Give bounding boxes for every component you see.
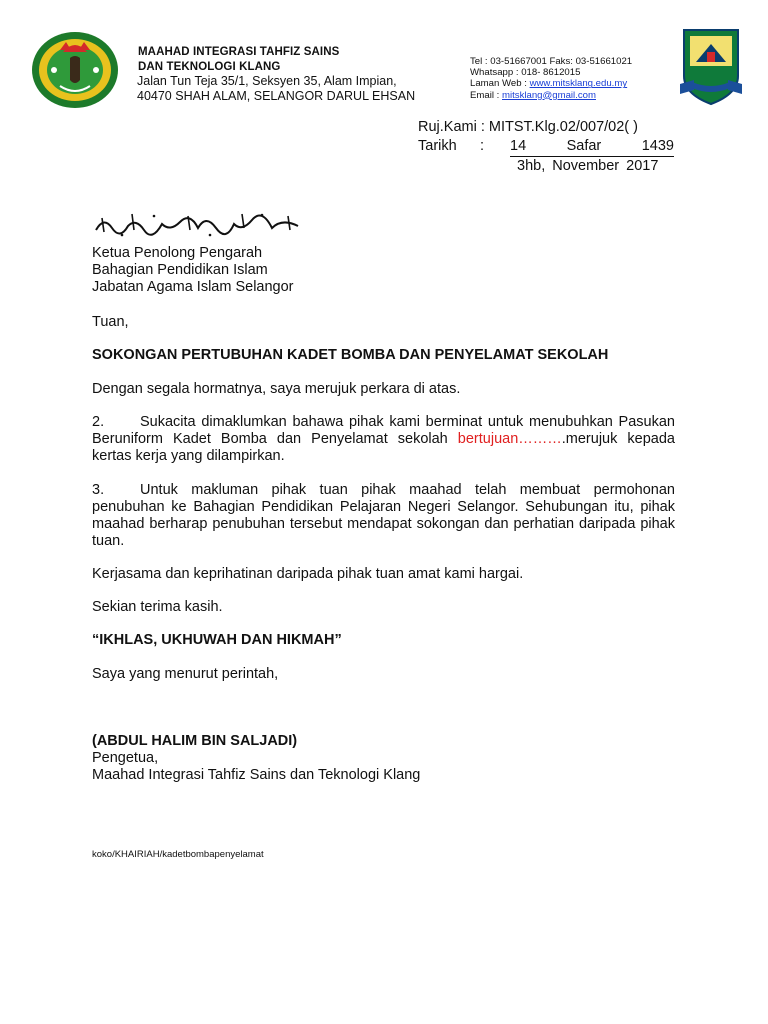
appreciation-line: Kerjasama dan keprihatinan daripada pihak tuan amat kami hargai. [92, 566, 524, 582]
email-label: Email : [470, 89, 502, 101]
hijri-month: Safar [566, 138, 602, 154]
para2-text-b: .merujuk kepada kertas kerja yang dilampirkan. [92, 431, 675, 464]
school-name [138, 45, 339, 75]
address-line1: Jalan Tun Teja 35/1, Seksyen 35, Alam Impian, [137, 74, 397, 88]
hijri-year: 1439 [641, 138, 674, 154]
closing-line: Saya yang menurut perintah, [92, 666, 279, 682]
contact-email [470, 90, 632, 101]
signature-block [92, 733, 675, 784]
motto: “IKHLAS, UKHUWAH DAN HIKMAH” [92, 632, 342, 648]
signatory-name: (ABDUL HALIM BIN SALJADI) [92, 733, 298, 749]
web-link[interactable]: www.mitsklang.edu.my [529, 78, 628, 90]
contact-tel: Tel : 03-51667001 Faks: 03-51661021 [470, 56, 633, 67]
recipient-block [92, 245, 675, 296]
recipient-line2: Bahagian Pendidikan Islam [92, 262, 268, 278]
arabic-salam-calligraphy [92, 210, 302, 238]
contact-whatsapp: Whatsapp : 018- 8612015 [470, 67, 581, 79]
signatory-organisation: Maahad Integrasi Tahfiz Sains dan Teknologi Klang [92, 767, 421, 783]
para2-text-a: Sukacita dimaklumkan bahawa pihak kami berminat untuk menubuhkan Pasukan Beruniform Kadet Bomba dan Penyelamat sekolah [92, 414, 675, 447]
letter-subject: SOKONGAN PERTUBUHAN KADET BOMBA DAN PENYELAMAT SEKOLAH [92, 347, 609, 363]
school-crest-icon [30, 30, 120, 110]
signatory-title: Pengetua, [92, 750, 159, 766]
school-shield-icon [680, 24, 742, 108]
para3-text: Untuk makluman pihak tuan pihak maahad telah membuat permohonan penubuhan ke Bahagian Pendidikan Pelajaran Negeri Selangor. Sehubungan itu, pihak maahad berharap penubuhan tersebut mendapat sokongan dan perhatian daripada pihak tuan. [92, 482, 675, 549]
date-label: Tarikh [418, 138, 457, 154]
paragraph-3 [92, 482, 675, 550]
school-address [137, 74, 415, 104]
hijri-date [510, 137, 674, 157]
gregorian-date: 3hb, November 2017 [517, 158, 659, 174]
ref-row [418, 118, 674, 137]
para2-placeholder: bertujuan……… [457, 431, 562, 447]
reference-block [418, 118, 674, 157]
hijri-day: 14 [510, 138, 527, 154]
opening-paragraph: Dengan segala hormatnya, saya merujuk perkara di atas. [92, 381, 461, 397]
school-name-line1: MAAHAD INTEGRASI TAHFIZ SAINS [138, 46, 340, 58]
web-label: Laman Web : [470, 78, 530, 90]
file-reference: koko/KHAIRIAH/kadetbombapenyelamat [92, 849, 264, 860]
school-name-line2: DAN TEKNOLOGI KLANG [138, 61, 281, 73]
ref-value: : MITST.Klg.02/007/02( ) [480, 119, 638, 135]
para2-number: 2. [92, 414, 105, 430]
date-row [418, 137, 674, 157]
contact-web [470, 78, 632, 89]
address-line2: 40470 SHAH ALAM, SELANGOR DARUL EHSAN [137, 89, 416, 103]
contact-block [470, 56, 632, 101]
recipient-line3: Jabatan Agama Islam Selangor [92, 279, 294, 295]
date-colon: : [480, 138, 485, 154]
para3-number: 3. [92, 482, 105, 498]
thanks-line: Sekian terima kasih. [92, 599, 223, 615]
recipient-line1: Ketua Penolong Pengarah [92, 245, 263, 261]
email-link[interactable]: mitsklang@gmail.com [502, 89, 596, 101]
salutation: Tuan, [92, 314, 129, 330]
paragraph-2 [92, 414, 675, 465]
ref-label: Ruj.Kami [418, 119, 477, 135]
